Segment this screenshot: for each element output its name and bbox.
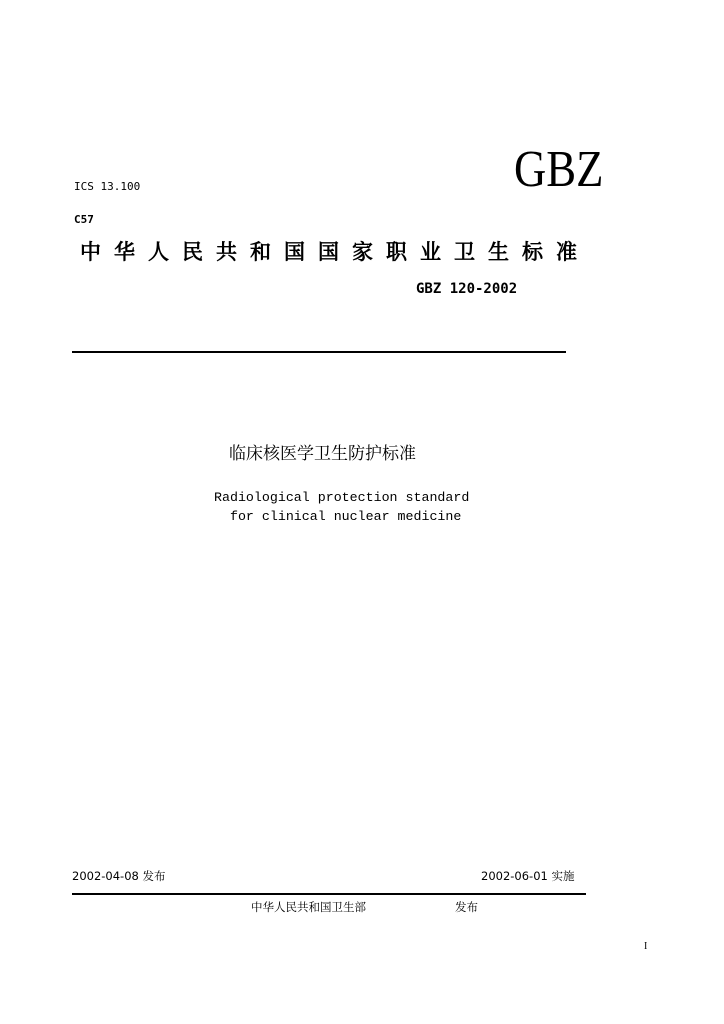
issue-date: 2002-04-08 发布 [72, 869, 166, 883]
issuing-authority: 中华人民共和国卫生部 [251, 900, 366, 914]
title-en-line-2: for clinical nuclear medicine [214, 509, 462, 524]
standard-logo: GBZ [514, 141, 604, 198]
ics-code: ICS 13.100 [74, 180, 141, 193]
implementation-date: 2002-06-01 实施 [481, 869, 575, 883]
issuing-action: 发布 [455, 900, 478, 914]
document-title-zh: 临床核医学卫生防护标准 [229, 444, 416, 464]
title-en-line-1: Radiological protection standard [214, 490, 470, 505]
document-title-en [214, 488, 469, 526]
national-standard-heading: 中华人民共和国国家职业卫生标准 [80, 240, 590, 264]
ccs-code: C57 [74, 213, 94, 226]
page-number: I [644, 941, 648, 952]
standard-number: GBZ 120-2002 [416, 281, 518, 297]
footer-divider [72, 893, 586, 895]
header-divider [72, 351, 566, 353]
